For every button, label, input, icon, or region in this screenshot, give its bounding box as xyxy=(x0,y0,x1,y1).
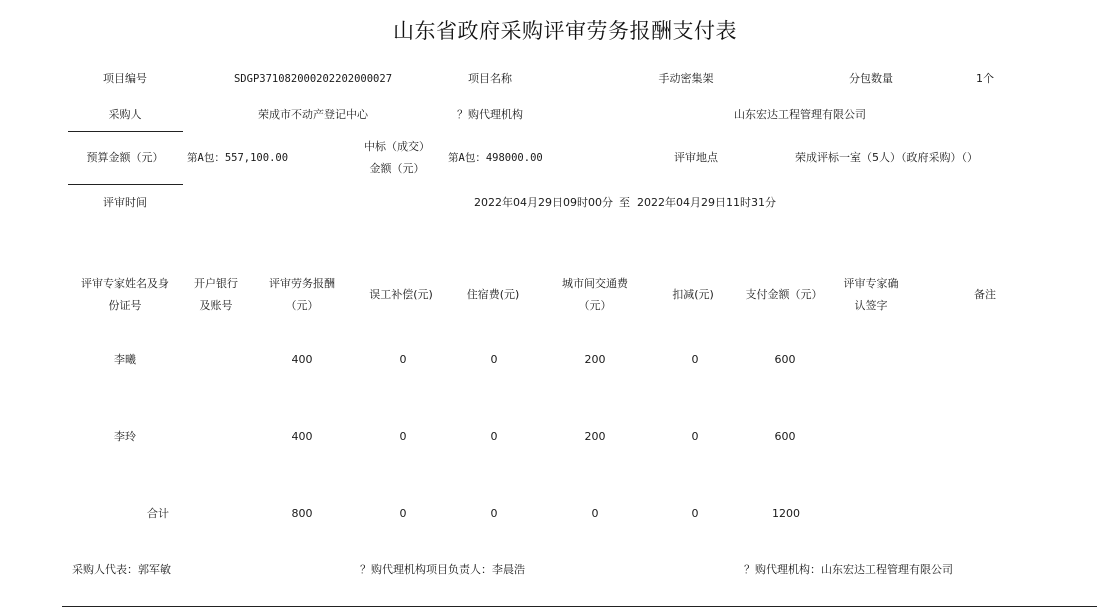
budget-label: 预算金额（元） xyxy=(86,151,164,164)
location-value: 荣成评标一室（5人）（政府采购）（） xyxy=(795,151,978,164)
row-lodging: 0 xyxy=(490,430,498,443)
header-deduction: 扣减(元) xyxy=(672,288,714,301)
purchaser-value: 荣成市不动产登记中心 xyxy=(258,108,368,121)
row-lost-work: 0 xyxy=(399,353,407,366)
budget-value: 第A包：557,100.00 xyxy=(187,152,289,164)
divider-line xyxy=(68,184,183,185)
header-review-fee: 评审劳务报酬 xyxy=(269,277,335,290)
header-signature-line2: 认签字 xyxy=(854,299,888,312)
agency-signature: ？购代理机构：山东宏达工程管理有限公司 xyxy=(744,563,953,576)
header-transport-line2: （元） xyxy=(578,299,612,312)
row-deduction: 0 xyxy=(691,430,699,443)
agency-project-manager: ？购代理机构项目负责人：李晨浩 xyxy=(360,563,525,576)
row-review-fee: 400 xyxy=(291,430,313,443)
row-transport: 200 xyxy=(584,430,606,443)
page-title: 山东省政府采购评审劳务报酬支付表 xyxy=(393,19,737,43)
project-name-value: 手动密集架 xyxy=(658,72,714,85)
header-expert-name-line2: 份证号 xyxy=(108,299,142,312)
award-value: 第A包：498000.00 xyxy=(448,152,543,164)
row-lodging: 0 xyxy=(490,353,498,366)
row-review-fee: 400 xyxy=(291,353,313,366)
review-time-end: 2022年04月29日11时31分 xyxy=(637,196,776,209)
header-remarks: 备注 xyxy=(974,288,996,301)
row-transport: 200 xyxy=(584,353,606,366)
bottom-divider-line xyxy=(62,606,1097,607)
header-transport: 城市间交通费 xyxy=(562,277,628,290)
location-label: 评审地点 xyxy=(674,151,718,164)
header-payment: 支付金额（元） xyxy=(745,288,823,301)
row-payment: 600 xyxy=(774,430,796,443)
total-deduction: 0 xyxy=(691,507,699,520)
header-bank-account: 开户银行 xyxy=(194,277,238,290)
row-expert-name: 李玲 xyxy=(114,430,136,443)
purchaser-representative: 采购人代表：郭军敏 xyxy=(72,563,171,576)
review-time-start: 2022年04月29日09时00分 xyxy=(474,196,613,209)
header-review-fee-line2: （元） xyxy=(285,299,319,312)
agency-value: 山东宏达工程管理有限公司 xyxy=(734,108,866,121)
row-expert-name: 李曦 xyxy=(114,353,136,366)
header-signature: 评审专家确 xyxy=(843,277,899,290)
row-deduction: 0 xyxy=(691,353,699,366)
package-count-label: 分包数量 xyxy=(849,72,893,85)
agency-label: ？购代理机构 xyxy=(457,108,523,121)
total-lodging: 0 xyxy=(490,507,498,520)
header-expert-name: 评审专家姓名及身 xyxy=(81,277,169,290)
total-review-fee: 800 xyxy=(291,507,313,520)
review-time-label: 评审时间 xyxy=(103,196,147,209)
award-label-line1: 中标（成交） xyxy=(364,140,430,153)
total-label: 合计 xyxy=(147,507,169,520)
header-lost-work: 误工补偿(元) xyxy=(369,288,433,301)
header-lodging: 住宿费(元) xyxy=(466,288,520,301)
divider-line xyxy=(68,131,183,132)
row-lost-work: 0 xyxy=(399,430,407,443)
total-transport: 0 xyxy=(591,507,599,520)
purchaser-label: 采购人 xyxy=(108,108,142,121)
row-payment: 600 xyxy=(774,353,796,366)
project-name-label: 项目名称 xyxy=(468,72,512,85)
total-payment: 1200 xyxy=(772,507,800,520)
award-label-line2: 金额（元） xyxy=(369,162,425,175)
package-count-value: 1个 xyxy=(976,72,994,85)
header-bank-account-line2: 及账号 xyxy=(199,299,233,312)
project-number-label: 项目编号 xyxy=(103,72,147,85)
total-lost-work: 0 xyxy=(399,507,407,520)
project-number-value: SDGP371082000202202000027 xyxy=(233,73,393,85)
review-time-separator: 至 xyxy=(619,196,630,209)
